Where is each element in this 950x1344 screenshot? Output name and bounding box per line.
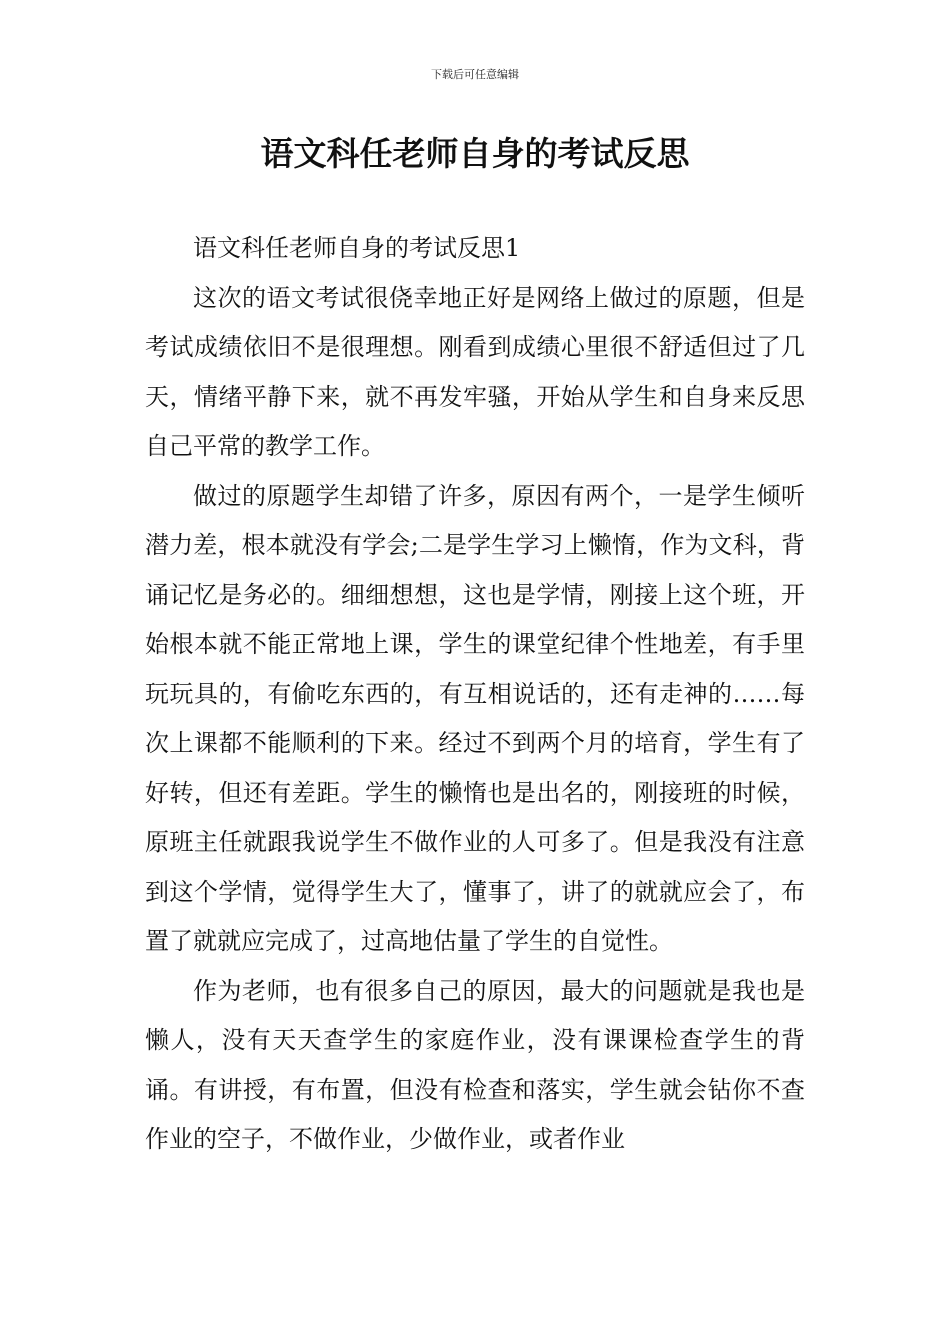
paragraph-3: 作为老师，也有很多自己的原因，最大的问题就是我也是懒人，没有天天查学生的家庭作业，没有课课检查学生的背诵。有讲授，有布置，但没有检查和落实，学生就会钻你不查作业的空子，不做作业，少做作业，或者作业 [145,976,805,1153]
paragraph-2: 做过的原题学生却错了许多，原因有两个，一是学生倾听潜力差，根本就没有学会;二是学生学习上懒惰，作为文科，背诵记忆是务必的。细细想想，这也是学情，刚接上这个班，开始根本就不能正常地上课，学生的课堂纪律个性地差，有手里玩玩具的，有偷吃东西的，有互相说话的，还有走神的……每次上课都不能顺利的下来。经过不到两个月的培育，学生有了好转，但还有差距。学生的懒惰也是出名的，刚接班的时候，原班主任就跟我说学生不做作业的人可多了。但是我没有注意到这个学情，觉得学生大了，懂事了，讲了的就就应会了，布置了就就应完成了，过高地估量了学生的自觉性。 [145,481,805,955]
document-title: 语文科任老师自身的考试反思 [260,134,690,173]
header-note: 下载后可任意编辑 [431,68,519,81]
document-body [145,224,805,1165]
paragraph-1: 这次的语文考试很侥幸地正好是网络上做过的原题，但是考试成绩依旧不是很理想。刚看到成绩心里很不舒适但过了几天，情绪平静下来，就不再发牢骚，开始从学生和自身来反思自己平常的教学工作。 [145,283,805,460]
section-heading: 语文科任老师自身的考试反思1 [193,234,521,262]
